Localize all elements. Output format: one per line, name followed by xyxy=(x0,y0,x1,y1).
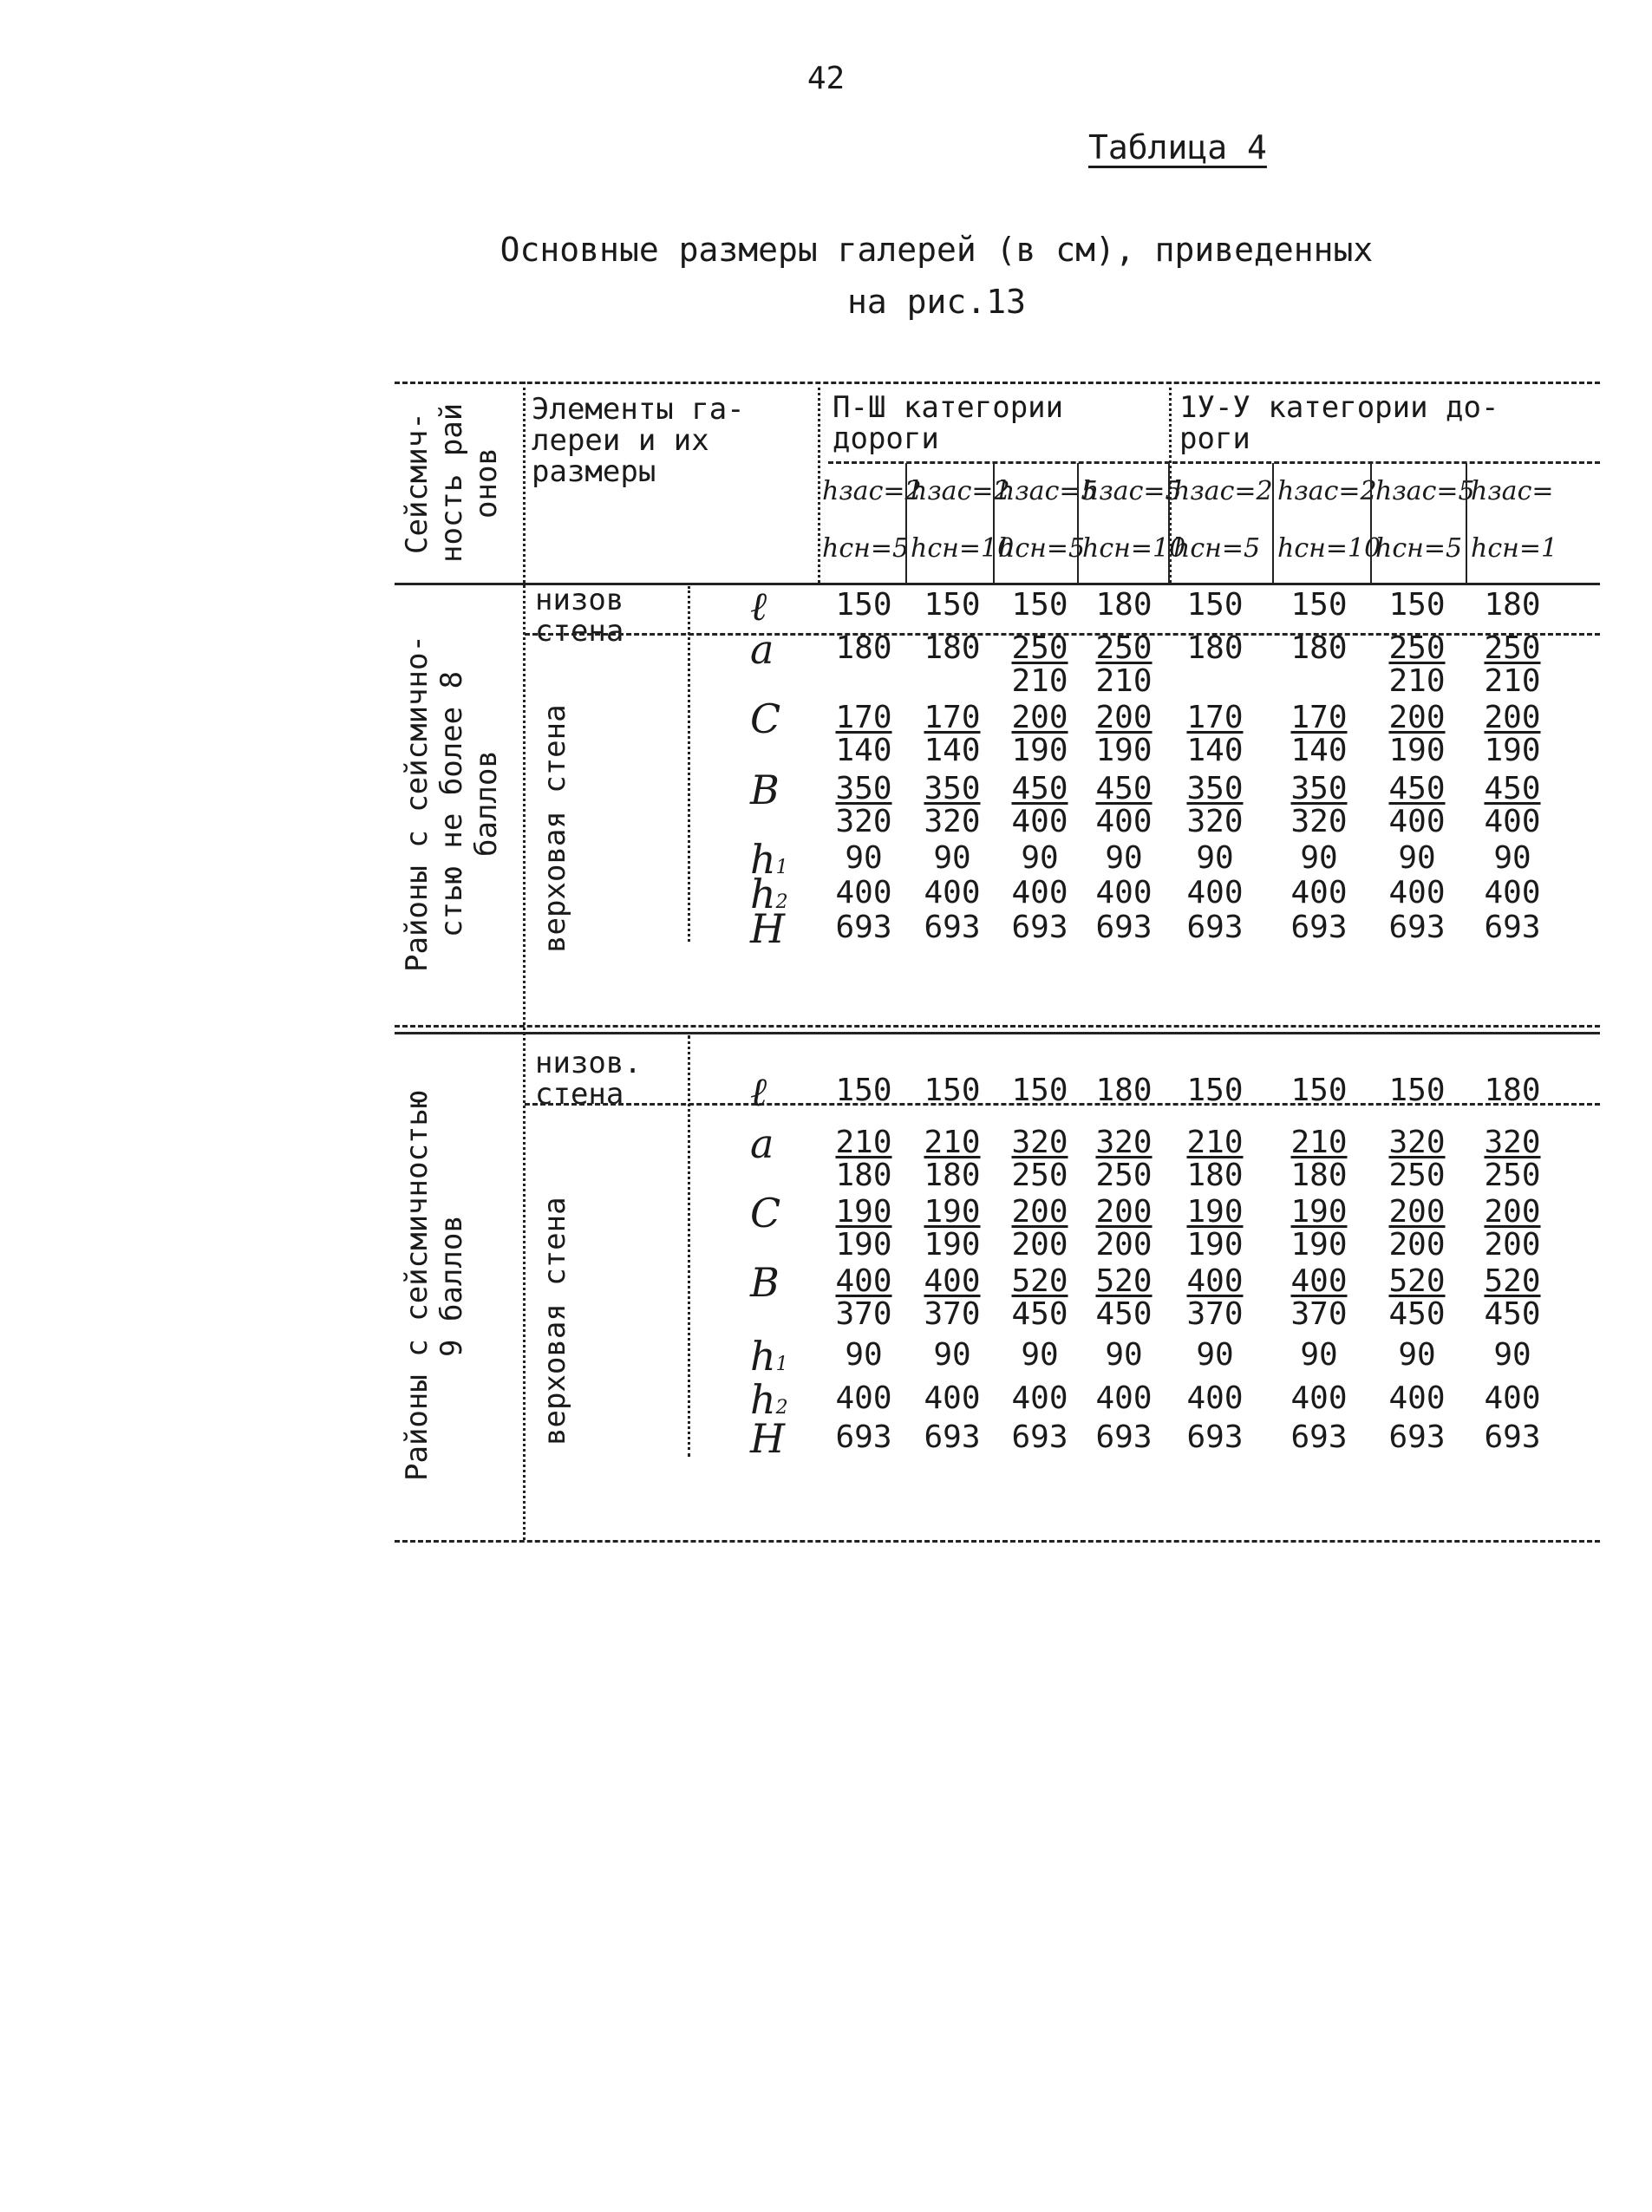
numerator: 190 xyxy=(835,1194,892,1230)
value-cell: 90 xyxy=(1021,840,1059,876)
value-cell: 150 xyxy=(835,587,892,623)
header-elements: Элементы га- лереи и их размеры xyxy=(532,392,745,489)
subheader-bottom: hсн=1 xyxy=(1471,533,1558,564)
numerator: 400 xyxy=(1290,1263,1348,1299)
value-cell: 90 xyxy=(1493,1337,1531,1373)
value-cell xyxy=(1370,1127,1464,1191)
value-cell xyxy=(1466,630,1559,699)
symbol-b: ℓ xyxy=(750,583,767,630)
value-cell xyxy=(1168,1194,1262,1263)
denominator: 450 xyxy=(1095,1296,1152,1332)
header-cat-2: 1У-У категории до- роги xyxy=(1179,390,1499,456)
value-cell xyxy=(993,1127,1087,1191)
value-cell: 150 xyxy=(1388,587,1446,623)
numerator: 450 xyxy=(1011,771,1068,806)
section-col-sep xyxy=(688,586,690,942)
denominator: 320 xyxy=(835,804,892,839)
value-cell: 90 xyxy=(1105,840,1143,876)
value-cell: 400 xyxy=(1484,875,1541,910)
denominator: 190 xyxy=(1484,733,1541,768)
denominator: 200 xyxy=(1011,1227,1068,1263)
denominator: 140 xyxy=(1186,733,1244,768)
denominator: 250 xyxy=(1011,1158,1068,1193)
value-cell xyxy=(1168,773,1262,838)
value-cell xyxy=(1466,1263,1559,1332)
value-cell: 400 xyxy=(1484,1380,1541,1416)
numerator: 200 xyxy=(1484,1194,1541,1230)
numerator: 210 xyxy=(924,1125,981,1160)
subheader-bottom: hсн=5 xyxy=(1375,533,1463,564)
subheader-bottom: hсн=10 xyxy=(911,533,1015,564)
denominator: 400 xyxy=(1388,804,1446,839)
denominator: 450 xyxy=(1388,1296,1446,1332)
value-cell: 693 xyxy=(1186,910,1244,945)
value-cell: 693 xyxy=(924,910,981,945)
value-cell: 150 xyxy=(1186,587,1244,623)
numerator: 400 xyxy=(1186,1263,1244,1299)
value-cell xyxy=(817,702,911,767)
subheader-bottom: hсн=5 xyxy=(1173,533,1261,564)
value-cell: 400 xyxy=(1290,875,1348,910)
value-cell: 693 xyxy=(1011,1419,1068,1455)
symbol-C: C xyxy=(750,695,781,742)
numerator: 350 xyxy=(1186,771,1244,806)
value-cell: 90 xyxy=(1300,840,1338,876)
value-cell xyxy=(1272,1194,1366,1263)
numerator: 250 xyxy=(1095,630,1152,666)
numerator: 320 xyxy=(1484,1125,1541,1160)
title-line-2: на рис.13 xyxy=(847,283,1026,321)
low-wall-label: низов. стена xyxy=(535,1046,642,1112)
subheader-top: hзас=2 xyxy=(911,476,1010,506)
value-cell: 400 xyxy=(1011,875,1068,910)
value-cell: 400 xyxy=(1095,1380,1152,1416)
value-cell: 693 xyxy=(1388,910,1446,945)
value-cell xyxy=(1077,630,1171,699)
numerator: 200 xyxy=(1011,1194,1068,1230)
value-cell: 693 xyxy=(1388,1419,1446,1455)
subheader-col-sep xyxy=(993,463,995,583)
symbol-a: a xyxy=(750,1120,774,1167)
denominator: 250 xyxy=(1484,1158,1541,1193)
symbol-B: B xyxy=(750,767,780,813)
title-line-1: Основные размеры галерей (в см), приведенных xyxy=(500,231,1374,269)
denominator: 190 xyxy=(924,1227,981,1263)
subheader-bottom: hсн=10 xyxy=(1277,533,1381,564)
numerator: 450 xyxy=(1484,771,1541,806)
denominator: 320 xyxy=(1290,804,1348,839)
subheader-bottom: hсн=5 xyxy=(822,533,910,564)
denominator: 400 xyxy=(1484,804,1541,839)
region-label: Районы с сейсмичностью 9 баллов xyxy=(400,1090,469,1482)
value-cell xyxy=(1077,773,1171,838)
value-cell: 90 xyxy=(1196,1337,1234,1373)
value-cell: 150 xyxy=(835,1073,892,1108)
value-cell: 400 xyxy=(1388,875,1446,910)
denominator: 190 xyxy=(1290,1227,1348,1263)
symbol-subscript: 1 xyxy=(775,857,788,878)
subheader-top: hзас=5 xyxy=(998,476,1098,506)
symbol-h2: h2 xyxy=(750,1376,788,1423)
symbol-B: B xyxy=(750,1259,780,1306)
value-cell xyxy=(1370,1263,1464,1332)
numerator: 520 xyxy=(1011,1263,1068,1299)
denominator: 210 xyxy=(1095,663,1152,699)
value-cell: 90 xyxy=(845,840,883,876)
numerator: 210 xyxy=(835,1125,892,1160)
denominator: 140 xyxy=(835,733,892,768)
numerator: 170 xyxy=(924,700,981,735)
value-cell xyxy=(1168,702,1262,767)
value-cell: 400 xyxy=(1186,875,1244,910)
value-cell: 150 xyxy=(1290,587,1348,623)
value-cell xyxy=(1272,773,1366,838)
value-cell xyxy=(817,1127,911,1191)
value-cell xyxy=(817,1263,911,1332)
value-cell: 150 xyxy=(1186,1073,1244,1108)
value-cell xyxy=(1370,773,1464,838)
subheader-top: hзас=5 xyxy=(1082,476,1182,506)
numerator: 350 xyxy=(835,771,892,806)
denominator: 210 xyxy=(1388,663,1446,699)
value-cell xyxy=(1168,1127,1262,1191)
denominator: 200 xyxy=(1484,1227,1541,1263)
value-cell: 400 xyxy=(835,1380,892,1416)
numerator: 450 xyxy=(1388,771,1446,806)
value-cell: 90 xyxy=(933,840,971,876)
numerator: 400 xyxy=(835,1263,892,1299)
value-cell xyxy=(905,1263,999,1332)
value-cell: 180 xyxy=(1484,587,1541,623)
subheader-col-sep xyxy=(1466,463,1467,583)
value-cell xyxy=(993,702,1087,767)
value-cell xyxy=(1077,1194,1171,1263)
value-cell xyxy=(817,773,911,838)
value-cell: 150 xyxy=(924,1073,981,1108)
value-cell: 400 xyxy=(924,1380,981,1416)
symbol-b: ℓ xyxy=(750,1068,767,1115)
denominator: 200 xyxy=(1388,1227,1446,1263)
numerator: 190 xyxy=(1290,1194,1348,1230)
value-cell: 693 xyxy=(1011,910,1068,945)
region-label: Районы с сейсмично- стью не более 8 баллов xyxy=(400,635,504,973)
value-cell xyxy=(993,773,1087,838)
numerator: 190 xyxy=(1186,1194,1244,1230)
symbol-h2: h2 xyxy=(750,871,788,917)
symbol-h1: h1 xyxy=(750,1333,788,1380)
value-cell xyxy=(1272,1127,1366,1191)
denominator: 400 xyxy=(1095,804,1152,839)
value-cell: 90 xyxy=(1398,840,1436,876)
value-cell xyxy=(1466,1194,1559,1263)
table-title xyxy=(486,224,1388,328)
value-cell: 400 xyxy=(1388,1380,1446,1416)
denominator: 190 xyxy=(1011,733,1068,768)
subheader-bottom: hсн=10 xyxy=(1082,533,1186,564)
value-cell xyxy=(1370,1194,1464,1263)
upper-wall-label: верховая стена xyxy=(538,704,572,954)
value-cell: 90 xyxy=(1196,840,1234,876)
value-cell: 180 xyxy=(1095,1073,1152,1108)
section-col-sep xyxy=(688,1035,690,1457)
value-cell: 90 xyxy=(1021,1337,1059,1373)
page-number: 42 xyxy=(806,61,846,96)
value-cell: 180 xyxy=(1186,630,1244,666)
upper-wall-label: верховая стена xyxy=(538,1197,572,1446)
denominator: 190 xyxy=(835,1227,892,1263)
denominator: 450 xyxy=(1484,1296,1541,1332)
subheader-col-sep xyxy=(1272,463,1274,583)
denominator: 190 xyxy=(1186,1227,1244,1263)
numerator: 450 xyxy=(1095,771,1152,806)
value-cell: 150 xyxy=(1011,1073,1068,1108)
numerator: 210 xyxy=(1186,1125,1244,1160)
numerator: 170 xyxy=(835,700,892,735)
value-cell: 693 xyxy=(1186,1419,1244,1455)
subheader-top: hзас=2 xyxy=(1277,476,1377,506)
value-cell xyxy=(905,773,999,838)
numerator: 200 xyxy=(1484,700,1541,735)
numerator: 250 xyxy=(1011,630,1068,666)
subheader-col-sep xyxy=(1077,463,1079,583)
numerator: 320 xyxy=(1011,1125,1068,1160)
subheader-col-sep xyxy=(905,463,907,583)
value-cell: 180 xyxy=(1290,630,1348,666)
value-cell xyxy=(905,702,999,767)
subheader-bottom: hсн=5 xyxy=(998,533,1086,564)
value-cell xyxy=(993,1194,1087,1263)
numerator: 520 xyxy=(1095,1263,1152,1299)
value-cell: 180 xyxy=(1484,1073,1541,1108)
value-cell xyxy=(1077,702,1171,767)
denominator: 140 xyxy=(924,733,981,768)
value-cell: 90 xyxy=(1398,1337,1436,1373)
denominator: 370 xyxy=(1186,1296,1244,1332)
denominator: 180 xyxy=(1186,1158,1244,1193)
symbol-subscript: 2 xyxy=(775,891,788,913)
header-seismic: Сейсмич- ность рай онов xyxy=(400,402,504,564)
value-cell: 693 xyxy=(835,910,892,945)
denominator: 370 xyxy=(1290,1296,1348,1332)
numerator: 320 xyxy=(1388,1125,1446,1160)
denominator: 140 xyxy=(1290,733,1348,768)
denominator: 320 xyxy=(924,804,981,839)
dimensions-table xyxy=(395,382,1600,1543)
subheader-top: hзас= xyxy=(1471,476,1554,506)
col-sep-seismic xyxy=(523,382,526,1540)
value-cell xyxy=(1466,702,1559,767)
value-cell xyxy=(1466,773,1559,838)
value-cell: 400 xyxy=(1095,875,1152,910)
section-divider-1 xyxy=(395,1025,1600,1028)
value-cell: 180 xyxy=(835,630,892,666)
value-cell: 180 xyxy=(1095,587,1152,623)
subheader-top: hзас=2 xyxy=(822,476,922,506)
denominator: 400 xyxy=(1011,804,1068,839)
value-cell: 693 xyxy=(1484,910,1541,945)
value-cell: 400 xyxy=(1011,1380,1068,1416)
header-cat-1: П-Ш категории дороги xyxy=(833,390,1064,456)
value-cell: 400 xyxy=(1290,1380,1348,1416)
numerator: 320 xyxy=(1095,1125,1152,1160)
value-cell: 180 xyxy=(924,630,981,666)
value-cell xyxy=(1077,1127,1171,1191)
col-sep-elements xyxy=(818,382,820,583)
numerator: 170 xyxy=(1186,700,1244,735)
value-cell: 693 xyxy=(1290,1419,1348,1455)
value-cell: 693 xyxy=(1095,1419,1152,1455)
symbol-h1: h1 xyxy=(750,836,788,883)
numerator: 520 xyxy=(1388,1263,1446,1299)
value-cell: 150 xyxy=(1388,1073,1446,1108)
value-cell: 150 xyxy=(924,587,981,623)
value-cell xyxy=(1466,1127,1559,1191)
value-cell: 693 xyxy=(1484,1419,1541,1455)
denominator: 320 xyxy=(1186,804,1244,839)
denominator: 450 xyxy=(1011,1296,1068,1332)
value-cell: 90 xyxy=(845,1337,883,1373)
table-label: Таблица 4 xyxy=(1088,128,1267,166)
numerator: 200 xyxy=(1095,1194,1152,1230)
numerator: 170 xyxy=(1290,700,1348,735)
symbol-subscript: 2 xyxy=(775,1397,788,1419)
numerator: 200 xyxy=(1388,1194,1446,1230)
subheader-top: hзас=2 xyxy=(1173,476,1273,506)
symbol-subscript: 1 xyxy=(775,1354,788,1375)
value-cell xyxy=(1168,1263,1262,1332)
section-divider-2 xyxy=(395,1032,1600,1034)
subheader-col-sep xyxy=(1168,463,1170,583)
numerator: 210 xyxy=(1290,1125,1348,1160)
value-cell xyxy=(1370,630,1464,699)
subheader-col-sep xyxy=(1370,463,1372,583)
denominator: 190 xyxy=(1095,733,1152,768)
value-cell xyxy=(1272,1263,1366,1332)
value-cell: 693 xyxy=(1290,910,1348,945)
value-cell: 90 xyxy=(1105,1337,1143,1373)
denominator: 210 xyxy=(1011,663,1068,699)
value-cell: 90 xyxy=(933,1337,971,1373)
value-cell: 693 xyxy=(924,1419,981,1455)
numerator: 200 xyxy=(1095,700,1152,735)
low-wall-label: низов стена xyxy=(535,583,624,649)
value-cell xyxy=(1077,1263,1171,1332)
value-cell: 150 xyxy=(1011,587,1068,623)
symbol-a: a xyxy=(750,626,774,673)
numerator: 250 xyxy=(1388,630,1446,666)
numerator: 400 xyxy=(924,1263,981,1299)
denominator: 200 xyxy=(1095,1227,1152,1263)
denominator: 210 xyxy=(1484,663,1541,699)
value-cell xyxy=(993,630,1087,699)
denominator: 250 xyxy=(1388,1158,1446,1193)
subheader-top: hзас=5 xyxy=(1375,476,1475,506)
cat-divider xyxy=(828,461,1600,464)
table-bottom-rule xyxy=(395,1540,1600,1543)
denominator: 190 xyxy=(1388,733,1446,768)
denominator: 370 xyxy=(924,1296,981,1332)
symbol-C: C xyxy=(750,1190,781,1237)
denominator: 180 xyxy=(924,1158,981,1193)
value-cell: 90 xyxy=(1300,1337,1338,1373)
value-cell: 400 xyxy=(835,875,892,910)
value-cell: 693 xyxy=(1095,910,1152,945)
symbol-H: H xyxy=(750,1415,786,1462)
symbol-H: H xyxy=(750,905,786,952)
denominator: 370 xyxy=(835,1296,892,1332)
numerator: 350 xyxy=(924,771,981,806)
value-cell: 90 xyxy=(1493,840,1531,876)
numerator: 350 xyxy=(1290,771,1348,806)
numerator: 200 xyxy=(1388,700,1446,735)
value-cell: 693 xyxy=(835,1419,892,1455)
denominator: 250 xyxy=(1095,1158,1152,1193)
value-cell: 150 xyxy=(1290,1073,1348,1108)
numerator: 250 xyxy=(1484,630,1541,666)
value-cell xyxy=(1370,702,1464,767)
numerator: 200 xyxy=(1011,700,1068,735)
value-cell: 400 xyxy=(1186,1380,1244,1416)
value-cell: 400 xyxy=(924,875,981,910)
table-top-rule xyxy=(395,382,1600,384)
value-cell xyxy=(993,1263,1087,1332)
denominator: 180 xyxy=(835,1158,892,1193)
denominator: 180 xyxy=(1290,1158,1348,1193)
numerator: 190 xyxy=(924,1194,981,1230)
value-cell xyxy=(905,1127,999,1191)
value-cell xyxy=(1272,702,1366,767)
value-cell xyxy=(905,1194,999,1263)
value-cell xyxy=(817,1194,911,1263)
numerator: 520 xyxy=(1484,1263,1541,1299)
